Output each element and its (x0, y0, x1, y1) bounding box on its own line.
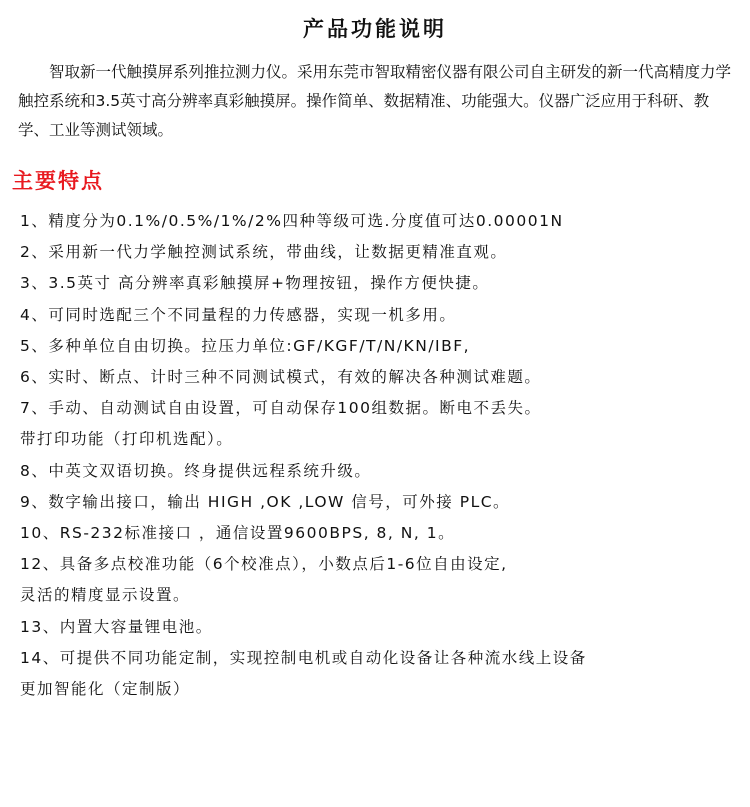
feature-line: 更加智能化（定制版） (20, 680, 191, 699)
page-title: 产品功能说明 (303, 17, 447, 41)
feature-line: 4、可同时选配三个不同量程的力传感器，实现一机多用。 (20, 305, 457, 324)
feature-line: 3、3.5英寸 高分辨率真彩触摸屏+物理按钮，操作方便快捷。 (20, 274, 490, 293)
feature-line: 带打印功能（打印机选配）。 (20, 430, 234, 449)
intro-paragraph: 智取新一代触摸屏系列推拉测力仪。采用东莞市智取精密仪器有限公司自主研发的新一代高精度力学触控系统和3.5英寸高分辨率真彩触摸屏。操作简单、数据精准、功能强大。仪器广泛应用于科研、教学、工业等测试领域。 (18, 63, 732, 139)
feature-line: 14、可提供不同功能定制，实现控制电机或自动化设备让各种流水线上设备 (20, 648, 587, 667)
feature-line: 9、数字输出接口，输出 HIGH ,OK ,LOW 信号，可外接 PLC。 (20, 492, 511, 511)
feature-line: 8、中英文双语切换。终身提供远程系统升级。 (20, 461, 372, 480)
feature-line: 6、实时、断点、计时三种不同测试模式，有效的解决各种测试难题。 (20, 368, 542, 387)
feature-line: 灵活的精度显示设置。 (20, 586, 191, 605)
feature-line: 12、具备多点校准功能（6个校准点），小数点后1-6位自由设定, (20, 555, 508, 574)
feature-list (20, 206, 748, 705)
section-heading-features: 主要特点 (12, 169, 104, 193)
feature-line: 5、多种单位自由切换。拉压力单位:GF/KGF/T/N/KN/IBF, (20, 336, 471, 355)
feature-line: 13、内置大容量锂电池。 (20, 617, 213, 636)
feature-line: 2、采用新一代力学触控测试系统，带曲线，让数据更精准直观。 (20, 243, 508, 262)
feature-line: 10、RS-232标准接口 ，通信设置9600BPS, 8, N, 1。 (20, 524, 456, 543)
feature-line: 1、精度分为0.1%/0.5%/1%/2%四种等级可选.分度值可达0.00001N (20, 212, 564, 230)
feature-line: 7、手动、自动测试自由设置，可自动保存100组数据。断电不丢失。 (20, 399, 542, 418)
